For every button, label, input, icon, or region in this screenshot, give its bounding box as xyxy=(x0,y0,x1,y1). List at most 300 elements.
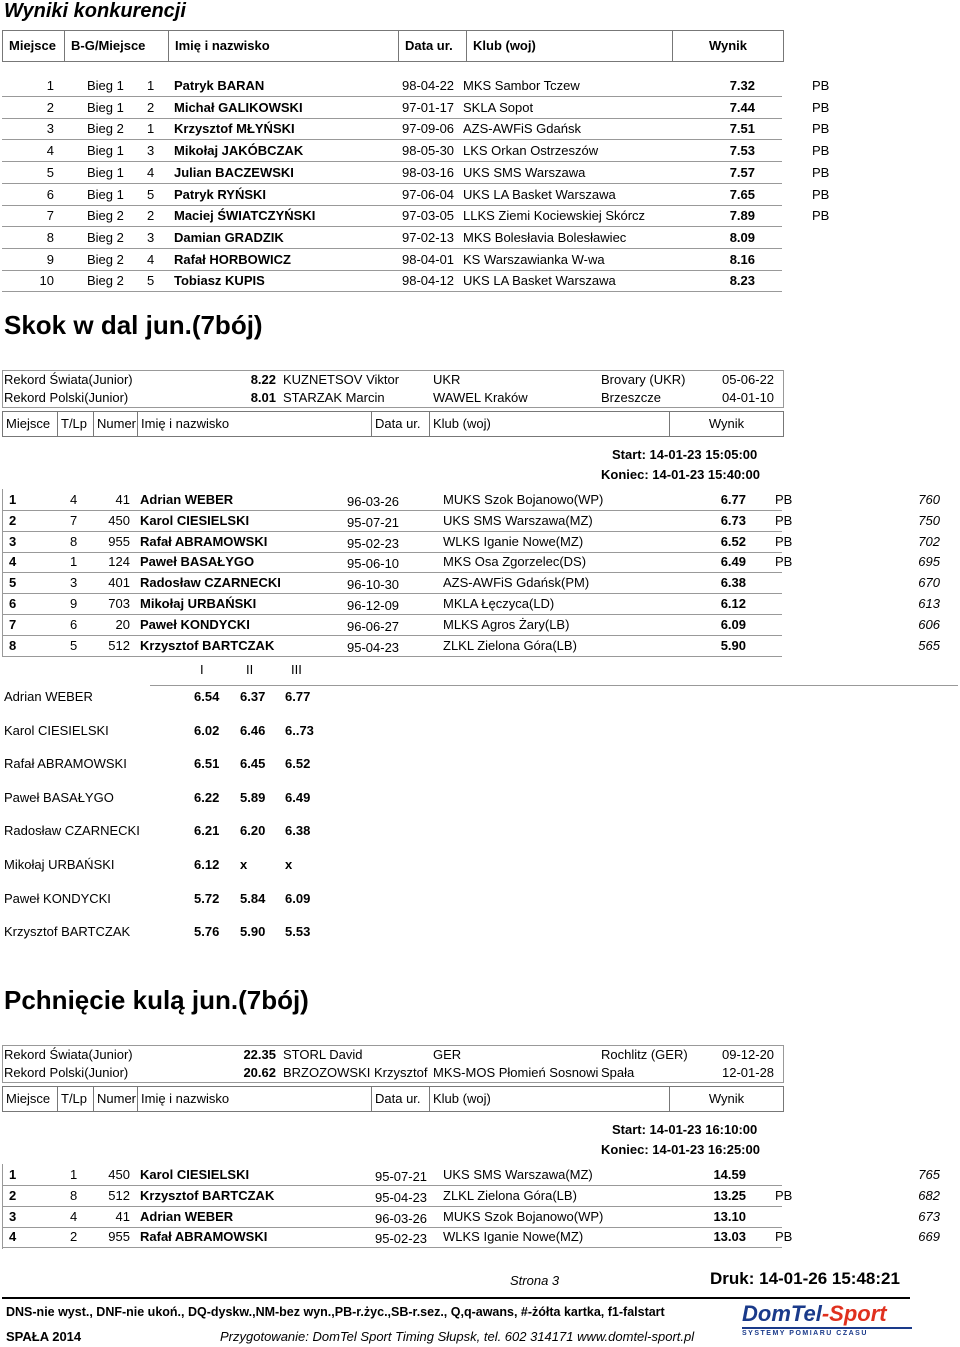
name-cell: Mikołaj JAKÓBCZAK xyxy=(174,143,304,159)
attempt-athlete: Karol CIESIELSKI xyxy=(4,722,109,738)
points-cell: 673 xyxy=(918,1208,940,1224)
pb-cell: PB xyxy=(812,143,830,159)
record-value: 8.01 xyxy=(250,390,276,405)
result-cell: 7.44 xyxy=(729,99,755,115)
name-cell: Karol CIESIELSKI xyxy=(140,512,250,528)
place-cell: 7 xyxy=(46,208,54,224)
dob-cell: 96-03-26 xyxy=(375,1210,428,1226)
lp-cell: 8 xyxy=(70,1187,78,1203)
table-edge xyxy=(2,489,3,657)
record-date: 12-01-28 xyxy=(722,1065,775,1080)
heat-cell: Bieg 1 xyxy=(87,143,124,159)
result-cell: 13.03 xyxy=(713,1229,746,1245)
heat-place-cell: 3 xyxy=(147,229,155,245)
club-cell: MUKS Szok Bojanowo(WP) xyxy=(443,492,604,507)
result-cell: 6.12 xyxy=(720,596,746,611)
footer-divider xyxy=(2,1297,910,1299)
place-cell: 1 xyxy=(9,1167,17,1182)
place-cell: 10 xyxy=(39,273,54,289)
result-cell: 8.16 xyxy=(729,251,755,267)
col-club: Klub (woj) xyxy=(430,412,670,436)
row-divider xyxy=(2,1227,782,1228)
record-date: 09-12-20 xyxy=(722,1047,775,1062)
name-cell: Maciej ŚWIATCZYŃSKI xyxy=(174,208,316,224)
name-cell: Patryk RYŃSKI xyxy=(174,186,266,202)
col-lp: T/Lp xyxy=(58,1087,94,1111)
club-cell: SKLA Sopot xyxy=(463,99,534,115)
name-cell: Krzysztof MŁYŃSKI xyxy=(174,121,295,137)
number-cell: 703 xyxy=(108,596,130,611)
dob-cell: 95-02-23 xyxy=(375,1231,428,1247)
col-place: Miejsce xyxy=(3,31,65,61)
pb-cell: PB xyxy=(812,164,830,180)
attempt-athlete: Radosław CZARNECKI xyxy=(4,823,140,839)
attempt-value: x xyxy=(240,857,248,872)
attempt-value: 6.37 xyxy=(240,689,266,704)
row-divider xyxy=(2,656,782,657)
attempt-athlete: Paweł BASAŁYGO xyxy=(4,789,114,805)
print-timestamp: Druk: 14-01-26 15:48:21 xyxy=(710,1269,900,1288)
lp-cell: 3 xyxy=(70,575,78,591)
club-cell: LLKS Ziemi Kociewskiej Skórcz xyxy=(463,208,646,224)
record-holder: STORL David xyxy=(283,1047,363,1062)
shot-put-start: Start: 14-01-23 16:10:00 xyxy=(612,1122,758,1137)
attempt-value: 5.72 xyxy=(194,890,220,906)
result-cell: 8.23 xyxy=(729,273,755,289)
points-cell: 669 xyxy=(918,1229,940,1245)
attempt-value: 6.51 xyxy=(194,756,220,772)
attempt-value: 6..73 xyxy=(285,722,314,738)
club-cell: LKS Orkan Ostrzeszów xyxy=(463,143,599,159)
attempt-header: III xyxy=(291,662,302,677)
name-cell: Julian BACZEWSKI xyxy=(174,164,294,180)
record-value: 8.22 xyxy=(250,372,276,387)
name-cell: Karol CIESIELSKI xyxy=(140,1167,250,1182)
name-cell: Krzysztof BARTCZAK xyxy=(140,1187,275,1203)
record-place: Brzeszcze xyxy=(601,390,661,405)
domtel-logo xyxy=(742,1302,912,1342)
col-place: Miejsce xyxy=(3,1087,58,1111)
heat-place-cell: 2 xyxy=(147,208,155,224)
points-cell: 670 xyxy=(918,575,940,591)
club-cell: MLKS Agros Żary(LB) xyxy=(443,616,570,632)
name-cell: Tobiasz KUPIS xyxy=(174,273,265,289)
place-cell: 2 xyxy=(46,99,54,115)
heat-cell: Bieg 1 xyxy=(87,164,124,180)
col-result: Wynik xyxy=(708,416,745,431)
points-cell: 613 xyxy=(918,596,940,611)
club-cell: UKS SMS Warszawa xyxy=(463,164,586,180)
lp-cell: 4 xyxy=(70,492,78,507)
heat-cell: Bieg 2 xyxy=(87,251,124,267)
record-label: Rekord Polski(Junior) xyxy=(4,390,129,405)
club-cell: WLKS Iganie Nowe(MZ) xyxy=(443,1229,584,1245)
result-cell: 6.49 xyxy=(720,554,746,570)
result-cell: 6.77 xyxy=(720,492,746,507)
record-holder: KUZNETSOV Viktor xyxy=(283,372,400,387)
name-cell: Paweł BASAŁYGO xyxy=(140,554,255,570)
number-cell: 955 xyxy=(108,533,130,549)
heat-cell: Bieg 1 xyxy=(87,99,124,115)
number-cell: 450 xyxy=(108,512,130,528)
attempt-header: II xyxy=(246,662,254,677)
col-lp: T/Lp xyxy=(58,412,94,436)
lp-cell: 9 xyxy=(70,596,78,611)
record-holder: STARZAK Marcin xyxy=(283,390,385,405)
result-cell: 7.89 xyxy=(729,208,755,224)
club-cell: KS Warszawianka W-wa xyxy=(463,251,605,267)
logo-part-a: DomTel xyxy=(742,1301,822,1326)
place-cell: 4 xyxy=(46,143,54,159)
club-cell: UKS SMS Warszawa(MZ) xyxy=(443,512,593,528)
row-divider xyxy=(2,635,782,636)
row-divider xyxy=(2,552,782,553)
record-value: 22.35 xyxy=(243,1047,276,1062)
prepared-by: Przygotowanie: DomTel Sport Timing Słupsk, tel. 602 314171 www.domtel-sport.pl xyxy=(220,1329,695,1344)
name-cell: Rafał ABRAMOWSKI xyxy=(140,533,268,549)
dob-cell: 95-07-21 xyxy=(347,514,400,530)
row-divider xyxy=(2,161,782,162)
attempt-value: 6.38 xyxy=(285,823,311,839)
heat-cell: Bieg 2 xyxy=(87,121,124,137)
dob-cell: 95-06-10 xyxy=(347,556,400,572)
points-cell: 606 xyxy=(918,616,940,632)
table-edge xyxy=(2,1164,3,1249)
club-cell: UKS LA Basket Warszawa xyxy=(463,186,616,202)
place-cell: 3 xyxy=(9,1208,17,1224)
place-cell: 8 xyxy=(9,637,17,653)
name-cell: Rafał ABRAMOWSKI xyxy=(140,1229,268,1245)
number-cell: 401 xyxy=(108,575,130,591)
result-cell: 6.38 xyxy=(720,575,746,591)
row-divider xyxy=(2,248,782,249)
club-cell: MUKS Szok Bojanowo(WP) xyxy=(443,1208,604,1224)
record-club: WAWEL Kraków xyxy=(433,390,528,405)
attempt-athlete: Paweł KONDYCKI xyxy=(4,890,111,906)
name-cell: Mikołaj URBAŃSKI xyxy=(140,596,257,611)
attempt-value: 6.52 xyxy=(285,756,311,772)
heat-place-cell: 1 xyxy=(147,78,155,93)
event-name: SPAŁA 2014 xyxy=(6,1329,82,1344)
name-cell: Adrian WEBER xyxy=(140,492,234,507)
place-cell: 1 xyxy=(46,78,54,93)
name-cell: Adrian WEBER xyxy=(140,1208,234,1224)
heat-place-cell: 4 xyxy=(147,251,155,267)
attempt-value: 6.54 xyxy=(194,689,220,704)
place-cell: 5 xyxy=(46,164,54,180)
row-divider xyxy=(2,510,782,511)
club-cell: UKS LA Basket Warszawa xyxy=(463,273,616,289)
result-cell: 13.10 xyxy=(713,1208,746,1224)
dob-cell: 97-09-06 xyxy=(402,121,455,137)
heat-cell: Bieg 1 xyxy=(87,186,124,202)
lp-cell: 1 xyxy=(70,554,78,570)
row-divider xyxy=(2,96,782,97)
result-cell: 13.25 xyxy=(713,1187,746,1203)
name-cell: Radosław CZARNECKI xyxy=(140,575,281,591)
heat-place-cell: 3 xyxy=(147,143,155,159)
attempt-value: 5.90 xyxy=(240,924,266,940)
row-divider xyxy=(2,270,782,271)
col-number: Numer xyxy=(94,1087,138,1111)
record-place: Spała xyxy=(601,1065,635,1080)
attempt-value: 6.49 xyxy=(285,789,311,805)
col-heat: B-G/Miejsce xyxy=(65,31,169,61)
place-cell: 5 xyxy=(9,575,17,591)
place-cell: 6 xyxy=(46,186,54,202)
club-cell: MKLA Łęczyca(LD) xyxy=(443,596,555,611)
number-cell: 20 xyxy=(115,616,130,632)
place-cell: 2 xyxy=(9,1187,17,1203)
shot-put-title: Pchnięcie kulą jun.(7bój) xyxy=(4,985,309,1015)
attempt-athlete: Adrian WEBER xyxy=(4,689,93,704)
dob-cell: 95-02-23 xyxy=(347,535,400,551)
result-cell: 7.65 xyxy=(729,186,755,202)
record-date: 05-06-22 xyxy=(722,372,775,387)
col-number: Numer xyxy=(94,412,138,436)
attempt-value: 6.12 xyxy=(194,857,220,872)
club-cell: ZLKL Zielona Góra(LB) xyxy=(443,1187,577,1203)
dob-cell: 97-03-05 xyxy=(402,208,455,224)
long-jump-header xyxy=(2,411,784,437)
club-cell: WLKS Iganie Nowe(MZ) xyxy=(443,533,584,549)
dob-cell: 97-02-13 xyxy=(402,229,455,245)
result-cell: 7.51 xyxy=(729,121,755,137)
dob-cell: 96-10-30 xyxy=(347,577,400,593)
row-divider xyxy=(2,1247,782,1248)
pb-cell: PB xyxy=(775,1187,793,1203)
attempt-value: 6.20 xyxy=(240,823,266,839)
place-cell: 1 xyxy=(9,492,17,507)
pb-cell: PB xyxy=(812,186,830,202)
pb-cell: PB xyxy=(775,554,793,570)
place-cell: 4 xyxy=(9,554,17,570)
attempt-value: 6.77 xyxy=(285,689,311,704)
dob-cell: 95-07-21 xyxy=(375,1169,428,1184)
dob-cell: 95-04-23 xyxy=(375,1189,428,1205)
place-cell: 9 xyxy=(46,251,54,267)
pb-cell: PB xyxy=(775,533,793,549)
club-cell: MKS Bolesłavia Bolesławiec xyxy=(463,229,627,245)
attempt-value: 6.09 xyxy=(285,890,311,906)
heat-place-cell: 5 xyxy=(147,186,155,202)
number-cell: 41 xyxy=(115,492,130,507)
lp-cell: 4 xyxy=(70,1208,78,1224)
attempt-value: 6.21 xyxy=(194,823,220,839)
legend-text: DNS-nie wyst., DNF-nie ukoń., DQ-dyskw.,NM-bez wyn.,PB-r.życ.,SB-r.sez., Q,q-awans, #-żółta kartka, f1-falstart xyxy=(6,1305,665,1319)
heat-cell: Bieg 2 xyxy=(87,229,124,245)
club-cell: MKS Osa Zgorzelec(DS) xyxy=(443,554,587,570)
lp-cell: 8 xyxy=(70,533,78,549)
row-divider xyxy=(2,139,782,140)
lp-cell: 1 xyxy=(70,1167,78,1182)
shot-put-header xyxy=(2,1086,784,1112)
logo-underline xyxy=(742,1327,912,1329)
club-cell: AZS-AWFiS Gdańsk(PM) xyxy=(443,575,590,591)
attempt-value: x xyxy=(285,857,293,872)
row-divider xyxy=(2,1206,782,1207)
col-dob: Data ur. xyxy=(372,1087,430,1111)
pb-cell: PB xyxy=(775,512,793,528)
row-divider xyxy=(2,205,782,206)
col-name: Imię i nazwisko xyxy=(138,412,372,436)
attempt-value: 6.46 xyxy=(240,722,266,738)
attempt-header: I xyxy=(200,662,204,677)
result-cell: 8.09 xyxy=(729,229,755,245)
points-cell: 695 xyxy=(918,554,940,570)
result-cell: 7.32 xyxy=(729,78,755,93)
name-cell: Rafał HORBOWICZ xyxy=(174,251,291,267)
record-place: Brovary (UKR) xyxy=(601,372,686,387)
result-cell: 6.52 xyxy=(720,533,746,549)
number-cell: 41 xyxy=(115,1208,130,1224)
place-cell: 4 xyxy=(9,1229,17,1245)
long-jump-title: Skok w dal jun.(7bój) xyxy=(4,310,263,340)
row-divider xyxy=(2,1185,782,1186)
name-cell: Michał GALIKOWSKI xyxy=(174,99,303,115)
page-number: Strona 3 xyxy=(510,1273,560,1288)
heat-cell: Bieg 1 xyxy=(87,78,124,93)
col-dob: Data ur. xyxy=(372,412,430,436)
name-cell: Damian GRADZIK xyxy=(174,229,284,245)
lp-cell: 5 xyxy=(70,637,78,653)
pb-cell: PB xyxy=(812,99,830,115)
place-cell: 7 xyxy=(9,616,17,632)
pb-cell: PB xyxy=(775,492,793,507)
name-cell: Krzysztof BARTCZAK xyxy=(140,637,275,653)
attempt-value: 6.45 xyxy=(240,756,266,772)
points-cell: 702 xyxy=(918,533,940,549)
shot-put-end: Koniec: 14-01-23 16:25:00 xyxy=(601,1142,760,1157)
points-cell: 682 xyxy=(918,1187,940,1203)
logo-part-b: -Sport xyxy=(821,1301,887,1326)
long-jump-start: Start: 14-01-23 15:05:00 xyxy=(612,447,758,462)
lp-cell: 6 xyxy=(70,616,78,632)
number-cell: 512 xyxy=(108,637,130,653)
record-label: Rekord Polski(Junior) xyxy=(4,1065,129,1080)
record-club: MKS-MOS Płomień Sosnowi xyxy=(433,1065,599,1080)
attempt-athlete: Mikołaj URBAŃSKI xyxy=(4,857,115,872)
record-club: GER xyxy=(433,1047,462,1062)
club-cell: MKS Sambor Tczew xyxy=(463,78,580,93)
result-cell: 6.73 xyxy=(720,512,746,528)
pb-cell: PB xyxy=(812,121,830,137)
attempt-value: 5.89 xyxy=(240,789,266,805)
row-divider xyxy=(2,118,782,119)
number-cell: 512 xyxy=(108,1187,130,1203)
col-dob: Data ur. xyxy=(399,31,467,61)
record-holder: BRZOZOWSKI Krzysztof xyxy=(283,1065,428,1080)
record-date: 04-01-10 xyxy=(722,390,775,405)
logo-subtitle: SYSTEMY POMIARU CZASU xyxy=(742,1330,868,1337)
heat-cell: Bieg 2 xyxy=(87,273,124,289)
attempt-athlete: Krzysztof BARTCZAK xyxy=(4,924,131,940)
heat-place-cell: 1 xyxy=(147,121,155,137)
row-divider xyxy=(2,572,782,573)
points-cell: 760 xyxy=(918,492,940,507)
dob-cell: 96-12-09 xyxy=(347,598,400,613)
result-cell: 7.57 xyxy=(729,164,755,180)
col-result: Wynik xyxy=(708,1091,745,1106)
points-cell: 750 xyxy=(918,512,940,528)
attempt-value: 5.76 xyxy=(194,924,220,940)
club-cell: ZLKL Zielona Góra(LB) xyxy=(443,637,577,653)
dob-cell: 95-04-23 xyxy=(347,639,400,655)
lp-cell: 2 xyxy=(70,1229,78,1245)
record-place: Rochlitz (GER) xyxy=(601,1047,688,1062)
place-cell: 2 xyxy=(9,512,17,528)
pb-cell: PB xyxy=(812,78,830,93)
row-divider xyxy=(2,183,782,184)
place-cell: 6 xyxy=(9,596,17,611)
result-cell: 7.53 xyxy=(729,143,755,159)
row-divider xyxy=(2,593,782,594)
row-divider xyxy=(2,531,782,532)
col-club: Klub (woj) xyxy=(430,1087,670,1111)
number-cell: 450 xyxy=(108,1167,130,1182)
dob-cell: 96-03-26 xyxy=(347,494,400,509)
dob-cell: 98-04-22 xyxy=(402,78,455,93)
row-divider xyxy=(2,291,782,292)
attempt-athlete: Rafał ABRAMOWSKI xyxy=(4,756,127,772)
pb-cell: PB xyxy=(775,1229,793,1245)
dob-cell: 98-04-01 xyxy=(402,251,455,267)
place-cell: 3 xyxy=(46,121,54,137)
col-name: Imię i nazwisko xyxy=(138,1087,372,1111)
name-cell: Paweł KONDYCKI xyxy=(140,616,250,632)
page-title: Wyniki konkurencji xyxy=(4,0,186,22)
dob-cell: 97-06-04 xyxy=(402,186,455,202)
result-cell: 6.09 xyxy=(720,616,746,632)
dob-cell: 97-01-17 xyxy=(402,99,455,115)
row-divider xyxy=(2,226,782,227)
record-club: UKR xyxy=(433,372,461,387)
place-cell: 8 xyxy=(46,229,54,245)
col-club: Klub (woj) xyxy=(467,31,673,61)
attempt-value: 5.53 xyxy=(285,924,311,940)
heat-place-cell: 4 xyxy=(147,164,155,180)
number-cell: 124 xyxy=(108,554,130,570)
dob-cell: 96-06-27 xyxy=(347,618,400,634)
results-header xyxy=(2,30,784,62)
dob-cell: 98-03-16 xyxy=(402,164,455,180)
dob-cell: 98-04-12 xyxy=(402,273,455,289)
club-cell: AZS-AWFiS Gdańsk xyxy=(463,121,581,137)
divider xyxy=(150,685,958,686)
row-divider xyxy=(2,614,782,615)
record-label: Rekord Świata(Junior) xyxy=(4,372,133,387)
heat-place-cell: 5 xyxy=(147,273,155,289)
heat-cell: Bieg 2 xyxy=(87,208,124,224)
number-cell: 955 xyxy=(108,1229,130,1245)
result-cell: 14.59 xyxy=(713,1167,746,1182)
attempt-value: 6.02 xyxy=(194,722,220,738)
heat-place-cell: 2 xyxy=(147,99,155,115)
record-value: 20.62 xyxy=(243,1065,276,1080)
pb-cell: PB xyxy=(812,208,830,224)
lp-cell: 7 xyxy=(70,512,78,528)
attempt-value: 5.84 xyxy=(240,890,266,906)
attempt-value: 6.22 xyxy=(194,789,220,805)
club-cell: UKS SMS Warszawa(MZ) xyxy=(443,1167,593,1182)
place-cell: 3 xyxy=(9,533,17,549)
col-result: Wynik xyxy=(708,38,748,53)
long-jump-end: Koniec: 14-01-23 15:40:00 xyxy=(601,467,760,482)
points-cell: 565 xyxy=(918,637,940,653)
col-name: Imię i nazwisko xyxy=(169,31,399,61)
record-label: Rekord Świata(Junior) xyxy=(4,1047,133,1062)
col-place: Miejsce xyxy=(3,412,58,436)
